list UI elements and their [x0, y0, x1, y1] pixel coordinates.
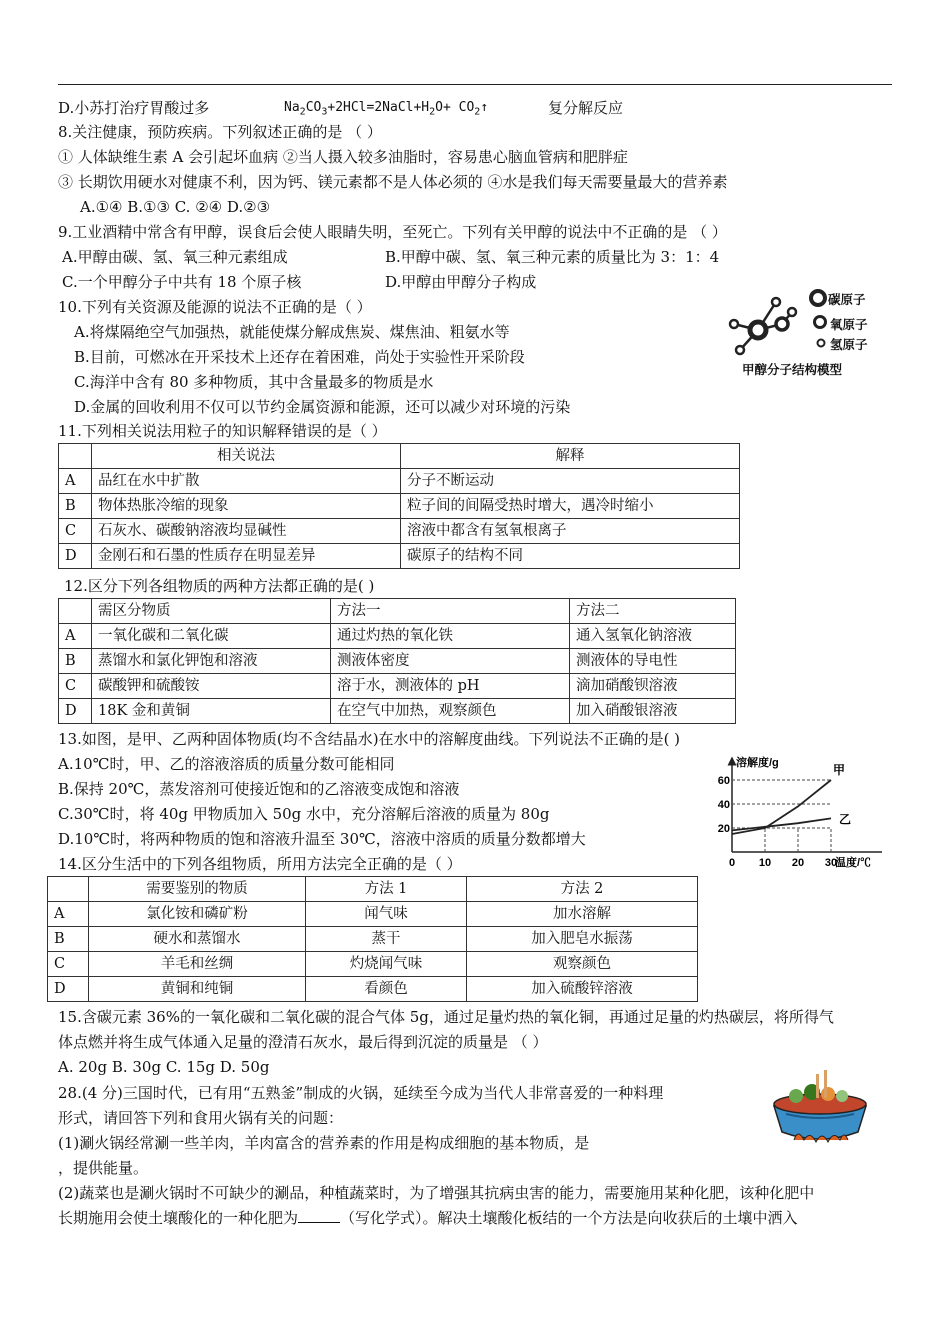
q28-line4: ，提供能量。	[58, 1159, 149, 1177]
q11-table	[58, 443, 740, 569]
y-tick-label: 60	[717, 775, 730, 787]
table-row: D 黄铜和纯铜 看颜色 加入硫酸锌溶液	[48, 977, 698, 1002]
y-axis-label: 溶解度/g	[736, 757, 779, 769]
q9-option-d: D.甲醇由甲醇分子构成	[385, 273, 537, 291]
table-row: A 品红在水中扩散 分子不断运动	[59, 469, 740, 494]
series-line-乙	[732, 818, 831, 830]
hydrogen-atom-icon	[788, 308, 796, 316]
table-row: B 物体热胀冷缩的现象 粒子间的间隔受热时增大，遇冷时缩小	[59, 494, 740, 519]
q11-stem: 11.下列相关说法用粒子的知识解释错误的是（ ）	[58, 422, 387, 440]
series-label: 乙	[839, 812, 852, 827]
table-row: B 蒸馏水和氯化钾饱和溶液 测液体密度 测液体的导电性	[59, 649, 736, 674]
table-row: C 碳酸钾和硫酸铵 溶于水，测液体的 pH 滴加硝酸钡溶液	[59, 674, 736, 699]
table-header-row: 需区分物质 方法一 方法二	[59, 599, 736, 624]
q13-option-a: A.10℃时，甲、乙的溶液溶质的质量分数可能相同	[58, 755, 395, 773]
q10-option-b: B.目前，可燃冰在开采技术上还存在着困难，尚处于实验性开采阶段	[74, 348, 525, 366]
q10-stem: 10.下列有关资源及能源的说法不正确的是（ ）	[58, 298, 372, 316]
x-tick-label: 10	[758, 857, 772, 869]
q15-line2: 体点燃并将生成气体通入足量的澄清石灰水，最后得到沉淀的质量是 （ ）	[58, 1033, 548, 1051]
q9-stem: 9.工业酒精中常含有甲醇，误食后会使人眼睛失明，至死亡。下列有关甲醇的说法中不正确的是 （ ）	[58, 223, 727, 241]
q8-stem: 8.关注健康，预防疾病。下列叙述正确的是 （ ）	[58, 123, 382, 141]
q8-line1: ① 人体缺维生素 A 会引起坏血病 ②当人摄入较多油脂时，容易患心脑血管病和肥胖症	[58, 148, 628, 166]
q10-option-d: D.金属的回收利用不仅可以节约金属资源和能源，还可以减少对环境的污染	[74, 398, 571, 416]
model-caption: 甲醇分子结构模型	[742, 363, 843, 377]
carbon-atom-icon	[750, 322, 766, 338]
q13-option-c: C.30℃时，将 40g 甲物质加入 50g 水中，充分溶解后溶液的质量为 80g	[58, 805, 550, 823]
y-tick-label: 20	[717, 823, 730, 835]
top-rule	[58, 84, 892, 85]
q9-option-b: B.甲醇中碳、氢、氧三种元素的质量比为 3：1：4	[385, 248, 720, 266]
x-tick-label: 0	[728, 857, 736, 869]
table-row: C 羊毛和丝绸 灼烧闻气味 观察颜色	[48, 952, 698, 977]
q28-line1: 28.(4 分)三国时代，已有用“五熟釜”制成的火锅，延续至今成为当代人非常喜爱的一种料理	[58, 1084, 664, 1102]
q8-options: A.①④ B.①③ C. ②④ D.②③	[80, 198, 271, 216]
hotpot-image	[764, 1056, 876, 1148]
solubility-chart	[712, 752, 888, 870]
q10-option-a: A.将煤隔绝空气加强热，就能使煤分解成焦炭、煤焦油、粗氨水等	[74, 323, 510, 341]
q14-table	[47, 876, 698, 1002]
reaction-type: 复分解反应	[548, 99, 624, 117]
x-tick-label: 20	[791, 857, 805, 869]
x-tick-label: 30	[824, 857, 838, 869]
q28-line6: 长期施用会使土壤酸化的一种化肥为 （写化学式）。解决土壤酸化板结的一个方法是向收获后的土壤中洒入	[58, 1209, 798, 1227]
q7-equation: $Na_2CO_3+2HCl=2NaCl+H_2O+$ $CO_2↑$	[284, 100, 489, 118]
q7-option-d: D.小苏打治疗胃酸过多 $Na_2CO_3+2HCl=2NaCl+H_2O+$ $CO_2↑$ 复分解反应	[58, 98, 209, 118]
table-header-row: 需要鉴别的物质 方法 1 方法 2	[48, 877, 698, 902]
q15-options: A. 20g B. 30g C. 15g D. 50g	[58, 1058, 270, 1076]
hydrogen-atom-icon	[772, 298, 780, 306]
q12-stem: 12.区分下列各组物质的两种方法都正确的是( )	[64, 577, 375, 595]
table-row: D 18K 金和黄铜 在空气中加热，观察颜色 加入硝酸银溶液	[59, 699, 736, 724]
q28-line2: 形式，请回答下列和食用火锅有关的问题：	[58, 1109, 344, 1127]
legend-oxygen-icon	[815, 317, 826, 328]
table-row: A 一氧化碳和二氧化碳 通过灼热的氧化铁 通入氢氧化钠溶液	[59, 624, 736, 649]
q9-option-a: A.甲醇由碳、氢、氧三种元素组成	[62, 248, 288, 266]
table-row: D 金刚石和石墨的性质存在明显差异 碳原子的结构不同	[59, 544, 740, 569]
y-tick-label: 40	[717, 799, 730, 811]
series-label: 甲	[833, 763, 846, 777]
q15-line1: 15.含碳元素 36%的一氧化碳和二氧化碳的混合气体 5g，通过足量灼热的氧化铜，再通过足量的灼热碳层，将所得气	[58, 1008, 834, 1026]
legend-hydrogen-label: 氢原子	[830, 338, 868, 352]
q28-line3: (1)涮火锅经常涮一些羊肉，羊肉富含的营养素的作用是构成细胞的基本物质，是	[58, 1134, 590, 1152]
legend-carbon-icon	[811, 291, 825, 305]
q10-option-c: C.海洋中含有 80 多种物质，其中含量最多的物质是水	[74, 373, 434, 391]
oxygen-atom-icon	[776, 318, 788, 330]
q9-option-c: C.一个甲醇分子中共有 18 个原子核	[62, 273, 302, 291]
q12-table	[58, 598, 736, 724]
table-row: A 氯化铵和磷矿粉 闻气味 加水溶解	[48, 902, 698, 927]
legend-hydrogen-icon	[818, 340, 825, 347]
q8-line2: ③ 长期饮用硬水对健康不利，因为钙、镁元素都不是人体必须的 ④水是我们每天需要量最大的营养素	[58, 173, 728, 191]
legend-carbon-label: 碳原子	[828, 293, 866, 307]
table-row: C 石灰水、碳酸钠溶液均显碱性 溶液中都含有氢氧根离子	[59, 519, 740, 544]
q13-option-b: B.保持 20℃，蒸发溶剂可使接近饱和的乙溶液变成饱和溶液	[58, 780, 460, 798]
q14-stem: 14.区分生活中的下列各组物质，所用方法完全正确的是（ ）	[58, 855, 462, 873]
q13-stem: 13.如图，是甲、乙两种固体物质(均不含结晶水)在水中的溶解度曲线。下列说法不正确的是( )	[58, 730, 681, 748]
q28-line5: (2)蔬菜也是涮火锅时不可缺少的涮品，种植蔬菜时，为了增强其抗病虫害的能力，需要施用某种化肥，该种化肥中	[58, 1184, 815, 1202]
table-row: B 硬水和蒸馏水 蒸干 加入肥皂水振荡	[48, 927, 698, 952]
legend-oxygen-label: 氧原子	[830, 318, 868, 332]
table-header-row: 相关说法 解释	[59, 444, 740, 469]
x-axis-label: 温度/℃	[835, 857, 872, 869]
q13-option-d: D.10℃时，将两种物质的饱和溶液升温至 30℃，溶液中溶质的质量分数都增大	[58, 830, 586, 848]
answer-blank[interactable]	[298, 1208, 340, 1223]
hydrogen-atom-icon	[730, 320, 738, 328]
hydrogen-atom-icon	[736, 346, 744, 354]
